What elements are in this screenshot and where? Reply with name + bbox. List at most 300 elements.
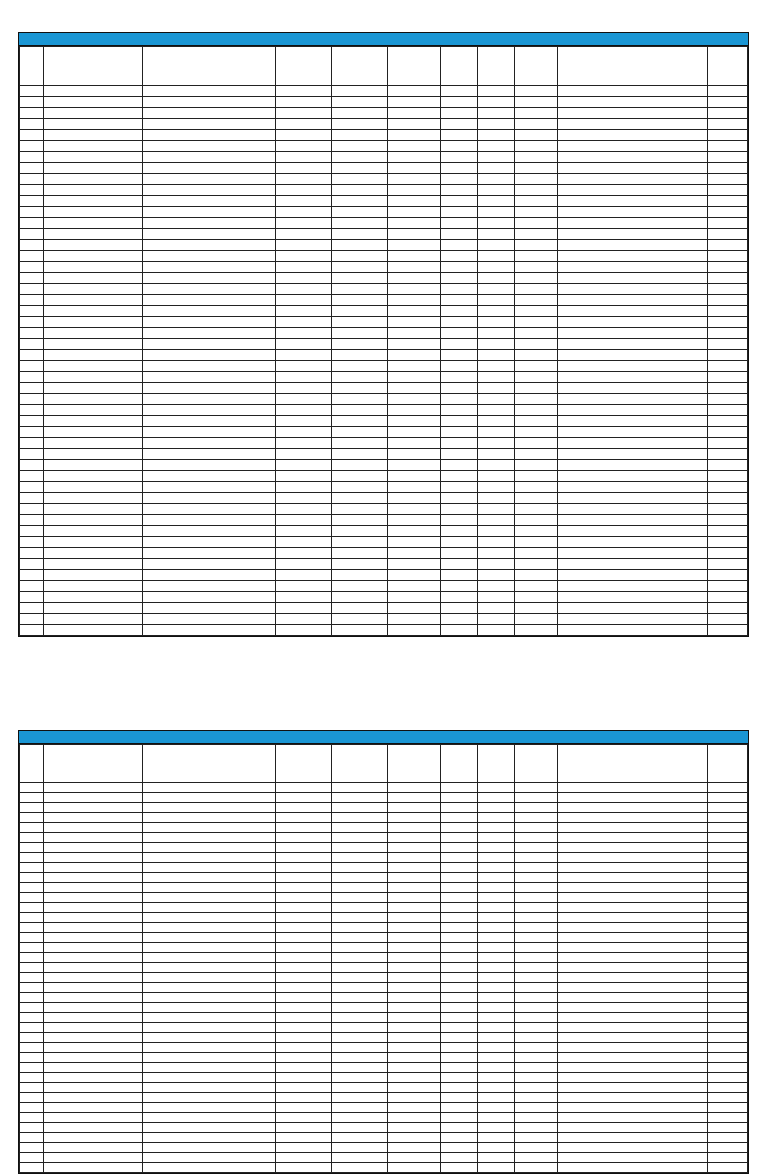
cell-license-effective-date	[441, 372, 478, 383]
cell-email-address[interactable]	[557, 317, 708, 328]
cell-email-address[interactable]	[557, 813, 708, 823]
cell-iiisla-membership-no	[708, 328, 748, 339]
cell-employed-with	[331, 449, 387, 460]
cell-menter	[275, 251, 331, 262]
cell-email-address[interactable]	[557, 1033, 708, 1043]
cell-mobile-no	[514, 1053, 557, 1063]
cell-email-address[interactable]	[557, 515, 708, 526]
cell-email-address[interactable]	[557, 526, 708, 537]
cell-email-address[interactable]	[557, 438, 708, 449]
cell-license-effective-date	[441, 603, 478, 614]
cell-surveyor-name	[142, 803, 275, 813]
cell-email-address[interactable]	[557, 963, 708, 973]
table-row	[20, 86, 748, 97]
cell-sno	[20, 86, 44, 97]
cell-email-address[interactable]	[557, 1063, 708, 1073]
cell-email-address[interactable]	[557, 460, 708, 471]
cell-surveyor-name	[142, 793, 275, 803]
cell-email-address[interactable]	[557, 913, 708, 923]
cell-email-address[interactable]	[557, 1103, 708, 1113]
table-row	[20, 438, 748, 449]
cell-empanelment-type	[387, 86, 441, 97]
cell-menter	[275, 813, 331, 823]
cell-email-address[interactable]	[557, 614, 708, 625]
cell-sno	[20, 853, 44, 863]
cell-surveyor-name	[142, 130, 275, 141]
cell-license-effective-date	[441, 317, 478, 328]
cell-iiisla-membership-no	[708, 1143, 748, 1153]
cell-sla-no	[43, 993, 142, 1003]
cell-license-effective-date	[441, 803, 478, 813]
cell-license-effective-date	[441, 97, 478, 108]
cell-license-expiry-date	[478, 97, 515, 108]
cell-email-address[interactable]	[557, 207, 708, 218]
cell-empanelment-type	[387, 196, 441, 207]
cell-email-address[interactable]	[557, 1043, 708, 1053]
cell-menter	[275, 119, 331, 130]
cell-email-address[interactable]	[557, 295, 708, 306]
cell-sla-no	[43, 1133, 142, 1143]
cell-email-address[interactable]	[557, 1123, 708, 1133]
cell-iiisla-membership-no	[708, 1103, 748, 1113]
cell-email-address[interactable]	[557, 793, 708, 803]
table-row	[20, 229, 748, 240]
cell-surveyor-name	[142, 559, 275, 570]
cell-sno	[20, 493, 44, 504]
cell-menter	[275, 108, 331, 119]
cell-employed-with	[331, 130, 387, 141]
cell-email-address[interactable]	[557, 1023, 708, 1033]
table-row	[20, 339, 748, 350]
cell-license-expiry-date	[478, 1113, 515, 1123]
cell-license-expiry-date	[478, 493, 515, 504]
cell-email-address[interactable]	[557, 493, 708, 504]
cell-email-address[interactable]	[557, 383, 708, 394]
cell-email-address[interactable]	[557, 185, 708, 196]
cell-license-effective-date	[441, 174, 478, 185]
cell-license-effective-date	[441, 893, 478, 903]
cell-employed-with	[331, 471, 387, 482]
cell-email-address[interactable]	[557, 449, 708, 460]
cell-surveyor-name	[142, 603, 275, 614]
cell-license-effective-date	[441, 295, 478, 306]
cell-surveyor-name	[142, 537, 275, 548]
cell-license-effective-date	[441, 1013, 478, 1023]
cell-empanelment-type	[387, 152, 441, 163]
table-row	[20, 273, 748, 284]
cell-license-effective-date	[441, 251, 478, 262]
cell-license-expiry-date	[478, 813, 515, 823]
cell-sla-no	[43, 86, 142, 97]
cell-email-address[interactable]	[557, 903, 708, 913]
cell-mobile-no	[514, 603, 557, 614]
cell-employed-with	[331, 1043, 387, 1053]
cell-employed-with	[331, 614, 387, 625]
cell-email-address[interactable]	[557, 1133, 708, 1143]
cell-license-effective-date	[441, 262, 478, 273]
cell-surveyor-name	[142, 1113, 275, 1123]
cell-empanelment-type	[387, 119, 441, 130]
cell-sla-no	[43, 185, 142, 196]
cell-email-address[interactable]	[557, 833, 708, 843]
cell-email-address[interactable]	[557, 405, 708, 416]
cell-email-address[interactable]	[557, 163, 708, 174]
table-row	[20, 295, 748, 306]
cell-license-effective-date	[441, 108, 478, 119]
cell-email-address[interactable]	[557, 196, 708, 207]
cell-license-effective-date	[441, 1123, 478, 1133]
cell-surveyor-name	[142, 339, 275, 350]
cell-email-address[interactable]	[557, 548, 708, 559]
cell-sla-no	[43, 559, 142, 570]
cell-mobile-no	[514, 262, 557, 273]
cell-email-address[interactable]	[557, 625, 708, 636]
cell-license-effective-date	[441, 943, 478, 953]
cell-email-address[interactable]	[557, 953, 708, 963]
cell-iiisla-membership-no	[708, 493, 748, 504]
cell-email-address[interactable]	[557, 863, 708, 873]
cell-email-address[interactable]	[557, 273, 708, 284]
cell-surveyor-name	[142, 933, 275, 943]
cell-sno	[20, 1123, 44, 1133]
cell-email-address[interactable]	[557, 1153, 708, 1163]
cell-license-expiry-date	[478, 853, 515, 863]
cell-empanelment-type	[387, 240, 441, 251]
cell-email-address[interactable]	[557, 983, 708, 993]
cell-surveyor-name	[142, 1133, 275, 1143]
cell-iiisla-membership-no	[708, 843, 748, 853]
column-header-license-expiry-date	[478, 745, 515, 783]
cell-menter	[275, 863, 331, 873]
cell-mobile-no	[514, 394, 557, 405]
cell-mobile-no	[514, 783, 557, 793]
cell-email-address[interactable]	[557, 603, 708, 614]
cell-surveyor-name	[142, 548, 275, 559]
cell-email-address[interactable]	[557, 1083, 708, 1093]
cell-email-address[interactable]	[557, 783, 708, 793]
table-row	[20, 482, 748, 493]
cell-iiisla-membership-no	[708, 526, 748, 537]
cell-email-address[interactable]	[557, 218, 708, 229]
cell-surveyor-name	[142, 1143, 275, 1153]
cell-email-address[interactable]	[557, 923, 708, 933]
cell-empanelment-type	[387, 1043, 441, 1053]
cell-email-address[interactable]	[557, 119, 708, 130]
cell-menter	[275, 603, 331, 614]
table-row	[20, 240, 748, 251]
cell-employed-with	[331, 833, 387, 843]
cell-email-address[interactable]	[557, 141, 708, 152]
cell-iiisla-membership-no	[708, 943, 748, 953]
cell-license-effective-date	[441, 1133, 478, 1143]
cell-license-expiry-date	[478, 1123, 515, 1133]
cell-email-address[interactable]	[557, 97, 708, 108]
cell-iiisla-membership-no	[708, 339, 748, 350]
cell-iiisla-membership-no	[708, 1023, 748, 1033]
cell-surveyor-name	[142, 240, 275, 251]
cell-email-address[interactable]	[557, 581, 708, 592]
cell-email-address[interactable]	[557, 1163, 708, 1173]
cell-menter	[275, 218, 331, 229]
cell-email-address[interactable]	[557, 592, 708, 603]
cell-email-address[interactable]	[557, 152, 708, 163]
cell-iiisla-membership-no	[708, 317, 748, 328]
cell-license-expiry-date	[478, 119, 515, 130]
cell-menter	[275, 504, 331, 515]
cell-license-expiry-date	[478, 383, 515, 394]
cell-email-address[interactable]	[557, 1143, 708, 1153]
cell-email-address[interactable]	[557, 1003, 708, 1013]
cell-surveyor-name	[142, 1043, 275, 1053]
cell-email-address[interactable]	[557, 843, 708, 853]
table-row	[20, 1073, 748, 1083]
cell-email-address[interactable]	[557, 130, 708, 141]
table-row	[20, 1063, 748, 1073]
cell-mobile-no	[514, 803, 557, 813]
cell-license-expiry-date	[478, 86, 515, 97]
cell-mobile-no	[514, 97, 557, 108]
cell-email-address[interactable]	[557, 350, 708, 361]
cell-iiisla-membership-no	[708, 405, 748, 416]
cell-license-effective-date	[441, 1063, 478, 1073]
cell-email-address[interactable]	[557, 1073, 708, 1083]
cell-email-address[interactable]	[557, 306, 708, 317]
table-row	[20, 471, 748, 482]
cell-mobile-no	[514, 1063, 557, 1073]
table-row	[20, 108, 748, 119]
cell-license-expiry-date	[478, 1163, 515, 1173]
cell-email-address[interactable]	[557, 973, 708, 983]
table-row	[20, 493, 748, 504]
table-row	[20, 218, 748, 229]
cell-empanelment-type	[387, 383, 441, 394]
column-header-sla-no	[43, 745, 142, 783]
cell-employed-with	[331, 963, 387, 973]
cell-email-address[interactable]	[557, 251, 708, 262]
cell-email-address[interactable]	[557, 883, 708, 893]
cell-empanelment-type	[387, 1163, 441, 1173]
cell-license-effective-date	[441, 218, 478, 229]
cell-license-effective-date	[441, 515, 478, 526]
cell-email-address[interactable]	[557, 1013, 708, 1023]
cell-email-address[interactable]	[557, 416, 708, 427]
cell-email-address[interactable]	[557, 1113, 708, 1123]
cell-license-effective-date	[441, 614, 478, 625]
cell-mobile-no	[514, 449, 557, 460]
cell-email-address[interactable]	[557, 943, 708, 953]
cell-sla-no	[43, 823, 142, 833]
cell-license-expiry-date	[478, 603, 515, 614]
cell-sno	[20, 843, 44, 853]
cell-employed-with	[331, 933, 387, 943]
cell-mobile-no	[514, 240, 557, 251]
cell-license-expiry-date	[478, 372, 515, 383]
cell-empanelment-type	[387, 843, 441, 853]
cell-surveyor-name	[142, 361, 275, 372]
cell-surveyor-name	[142, 218, 275, 229]
table-row	[20, 1023, 748, 1033]
cell-mobile-no	[514, 405, 557, 416]
cell-menter	[275, 1163, 331, 1173]
cell-sno	[20, 460, 44, 471]
cell-license-expiry-date	[478, 427, 515, 438]
cell-sla-no	[43, 903, 142, 913]
cell-email-address[interactable]	[557, 853, 708, 863]
cell-empanelment-type	[387, 185, 441, 196]
cell-menter	[275, 803, 331, 813]
cell-license-effective-date	[441, 119, 478, 130]
cell-sla-no	[43, 537, 142, 548]
cell-license-effective-date	[441, 592, 478, 603]
cell-email-address[interactable]	[557, 284, 708, 295]
cell-email-address[interactable]	[557, 86, 708, 97]
cell-mobile-no	[514, 863, 557, 873]
cell-employed-with	[331, 863, 387, 873]
table-row	[20, 306, 748, 317]
cell-surveyor-name	[142, 1153, 275, 1163]
cell-license-effective-date	[441, 953, 478, 963]
cell-iiisla-membership-no	[708, 625, 748, 636]
cell-sla-no	[43, 273, 142, 284]
cell-email-address[interactable]	[557, 504, 708, 515]
cell-sla-no	[43, 350, 142, 361]
cell-email-address[interactable]	[557, 262, 708, 273]
cell-email-address[interactable]	[557, 823, 708, 833]
cell-sno	[20, 570, 44, 581]
cell-license-expiry-date	[478, 570, 515, 581]
cell-sno	[20, 218, 44, 229]
cell-iiisla-membership-no	[708, 218, 748, 229]
cell-surveyor-name	[142, 1093, 275, 1103]
cell-sla-no	[43, 471, 142, 482]
cell-surveyor-name	[142, 625, 275, 636]
cell-empanelment-type	[387, 174, 441, 185]
cell-menter	[275, 1143, 331, 1153]
cell-surveyor-name	[142, 460, 275, 471]
cell-license-expiry-date	[478, 548, 515, 559]
cell-sla-no	[43, 963, 142, 973]
cell-menter	[275, 783, 331, 793]
cell-sla-no	[43, 883, 142, 893]
cell-menter	[275, 1093, 331, 1103]
cell-email-address[interactable]	[557, 240, 708, 251]
cell-email-address[interactable]	[557, 108, 708, 119]
cell-employed-with	[331, 570, 387, 581]
cell-surveyor-name	[142, 383, 275, 394]
cell-employed-with	[331, 438, 387, 449]
cell-empanelment-type	[387, 1083, 441, 1093]
cell-empanelment-type	[387, 207, 441, 218]
cell-mobile-no	[514, 953, 557, 963]
cell-email-address[interactable]	[557, 372, 708, 383]
cell-mobile-no	[514, 141, 557, 152]
cell-license-expiry-date	[478, 405, 515, 416]
cell-email-address[interactable]	[557, 361, 708, 372]
cell-email-address[interactable]	[557, 570, 708, 581]
table-row	[20, 207, 748, 218]
cell-empanelment-type	[387, 581, 441, 592]
cell-employed-with	[331, 185, 387, 196]
cell-license-effective-date	[441, 1153, 478, 1163]
cell-email-address[interactable]	[557, 803, 708, 813]
cell-email-address[interactable]	[557, 427, 708, 438]
cell-employed-with	[331, 625, 387, 636]
cell-menter	[275, 152, 331, 163]
cell-email-address[interactable]	[557, 394, 708, 405]
cell-email-address[interactable]	[557, 893, 708, 903]
cell-email-address[interactable]	[557, 174, 708, 185]
cell-email-address[interactable]	[557, 873, 708, 883]
table-row	[20, 328, 748, 339]
cell-email-address[interactable]	[557, 339, 708, 350]
cell-email-address[interactable]	[557, 482, 708, 493]
cell-empanelment-type	[387, 295, 441, 306]
cell-license-expiry-date	[478, 913, 515, 923]
table-row	[20, 813, 748, 823]
cell-iiisla-membership-no	[708, 1113, 748, 1123]
cell-mobile-no	[514, 873, 557, 883]
cell-surveyor-name	[142, 185, 275, 196]
cell-email-address[interactable]	[557, 1093, 708, 1103]
table-row	[20, 1143, 748, 1153]
cell-email-address[interactable]	[557, 471, 708, 482]
cell-employed-with	[331, 893, 387, 903]
cell-iiisla-membership-no	[708, 893, 748, 903]
cell-employed-with	[331, 803, 387, 813]
cell-mobile-no	[514, 1113, 557, 1123]
cell-license-effective-date	[441, 843, 478, 853]
cell-surveyor-name	[142, 993, 275, 1003]
cell-empanelment-type	[387, 361, 441, 372]
table-row	[20, 1113, 748, 1123]
cell-sno	[20, 284, 44, 295]
cell-empanelment-type	[387, 405, 441, 416]
table-row	[20, 913, 748, 923]
table-row	[20, 449, 748, 460]
cell-email-address[interactable]	[557, 993, 708, 1003]
table-row	[20, 97, 748, 108]
cell-license-effective-date	[441, 913, 478, 923]
cell-email-address[interactable]	[557, 328, 708, 339]
cell-email-address[interactable]	[557, 559, 708, 570]
cell-empanelment-type	[387, 1033, 441, 1043]
cell-license-expiry-date	[478, 973, 515, 983]
cell-email-address[interactable]	[557, 537, 708, 548]
cell-sla-no	[43, 119, 142, 130]
cell-empanelment-type	[387, 251, 441, 262]
cell-empanelment-type	[387, 983, 441, 993]
cell-email-address[interactable]	[557, 1053, 708, 1063]
cell-sla-no	[43, 953, 142, 963]
cell-empanelment-type	[387, 813, 441, 823]
cell-license-effective-date	[441, 339, 478, 350]
cell-license-effective-date	[441, 1033, 478, 1043]
cell-sla-no	[43, 933, 142, 943]
cell-empanelment-type	[387, 482, 441, 493]
cell-empanelment-type	[387, 783, 441, 793]
cell-mobile-no	[514, 284, 557, 295]
cell-sla-no	[43, 383, 142, 394]
cell-empanelment-type	[387, 1133, 441, 1143]
cell-menter	[275, 185, 331, 196]
column-header-surveyor-name	[142, 47, 275, 86]
cell-email-address[interactable]	[557, 229, 708, 240]
cell-empanelment-type	[387, 449, 441, 460]
cell-email-address[interactable]	[557, 933, 708, 943]
cell-menter	[275, 471, 331, 482]
column-header-menter	[275, 47, 331, 86]
table-row	[20, 983, 748, 993]
